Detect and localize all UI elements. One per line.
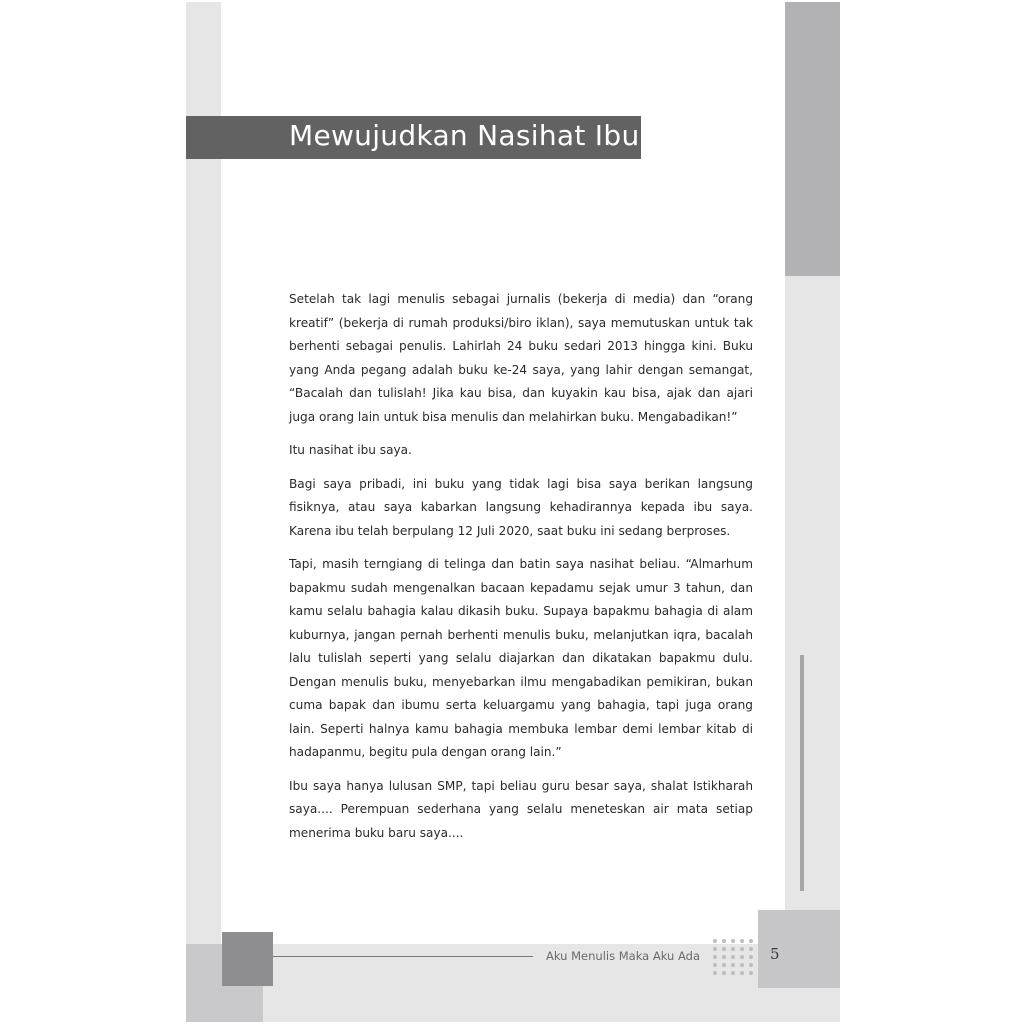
decor-dot <box>749 963 753 967</box>
paragraph: Itu nasihat ibu saya. <box>289 443 412 457</box>
decor-dot <box>731 971 735 975</box>
decor-dot <box>713 939 717 943</box>
decor-dot <box>722 963 726 967</box>
footer-decor-square-dark <box>222 932 273 986</box>
page-number: 5 <box>770 945 780 963</box>
decor-dot <box>713 955 717 959</box>
body-text <box>289 288 753 855</box>
decor-dot <box>722 955 726 959</box>
book-page <box>186 2 840 1022</box>
decor-dot <box>731 963 735 967</box>
decor-dot <box>740 963 744 967</box>
running-head: Aku Menulis Maka Aku Ada <box>546 949 700 963</box>
decor-dot <box>713 947 717 951</box>
decor-dot <box>749 939 753 943</box>
decor-dot <box>722 947 726 951</box>
decor-dot <box>722 939 726 943</box>
decor-dot <box>749 955 753 959</box>
paragraph: Ibu saya hanya lulusan SMP, tapi beliau guru besar saya, shalat Istikharah saya.... Perempuan sederhana yang selalu meneteskan air mata setiap menerima buku baru saya.... <box>289 778 753 840</box>
decor-dot <box>749 971 753 975</box>
decor-dot <box>749 947 753 951</box>
right-decor-line <box>800 655 804 891</box>
paragraph: Tapi, masih terngiang di telinga dan batin saya nasihat beliau. “Almarhum bapakmu sudah mengenalkan bacaan kepadamu sejak umur 3 tahun, dan kamu selalu bahagia kalau dikasih buku. Supaya bapakmu bahagia di alam kuburnya, jangan pernah berhenti menulis buku, melanjutkan iqra, bacalah lalu tulislah seperti yang selalu diajarkan dan dikatakan bapakmu dulu. Dengan menulis buku, menyebarkan ilmu mengabadikan pemikiran, bukan cuma bapak dan ibumu serta keluargamu yang bahagia, tapi juga orang lain. Seperti halnya kamu bahagia membuka lembar demi lembar kitab di hadapanmu, begitu pula dengan orang lain.” <box>289 557 753 759</box>
right-decor-strip-dark <box>785 2 840 276</box>
chapter-title: Mewujudkan Nasihat Ibu <box>289 119 640 152</box>
decor-dot <box>740 955 744 959</box>
footer-rule <box>273 956 533 957</box>
decor-dot <box>731 955 735 959</box>
decor-dot <box>731 939 735 943</box>
decor-dot <box>740 971 744 975</box>
decor-dot <box>740 947 744 951</box>
decor-dot <box>722 971 726 975</box>
dot-grid-decor <box>713 939 759 979</box>
decor-dot <box>740 939 744 943</box>
decor-dot <box>713 963 717 967</box>
decor-dot <box>731 947 735 951</box>
paragraph: Bagi saya pribadi, ini buku yang tidak lagi bisa saya berikan langsung fisiknya, atau saya kabarkan langsung kehadirannya kepada ibu saya. Karena ibu telah berpulang 12 Juli 2020, saat buku ini sedang berproses. <box>289 476 753 538</box>
decor-dot <box>713 971 717 975</box>
paragraph: Setelah tak lagi menulis sebagai jurnalis (bekerja di media) dan “orang kreatif” (bekerja di rumah produksi/biro iklan), saya memutuskan untuk tak berhenti sebagai penulis. Lahirlah 24 buku sedari 2013 hingga kini. Buku yang Anda pegang adalah buku ke-24 saya, yang lahir dengan semangat, “Bacalah dan tulislah! Jika kau bisa, dan kuyakin kau bisa, ajak dan ajari juga orang lain untuk bisa menulis dan melahirkan buku. Mengabadikan!” <box>289 292 753 424</box>
